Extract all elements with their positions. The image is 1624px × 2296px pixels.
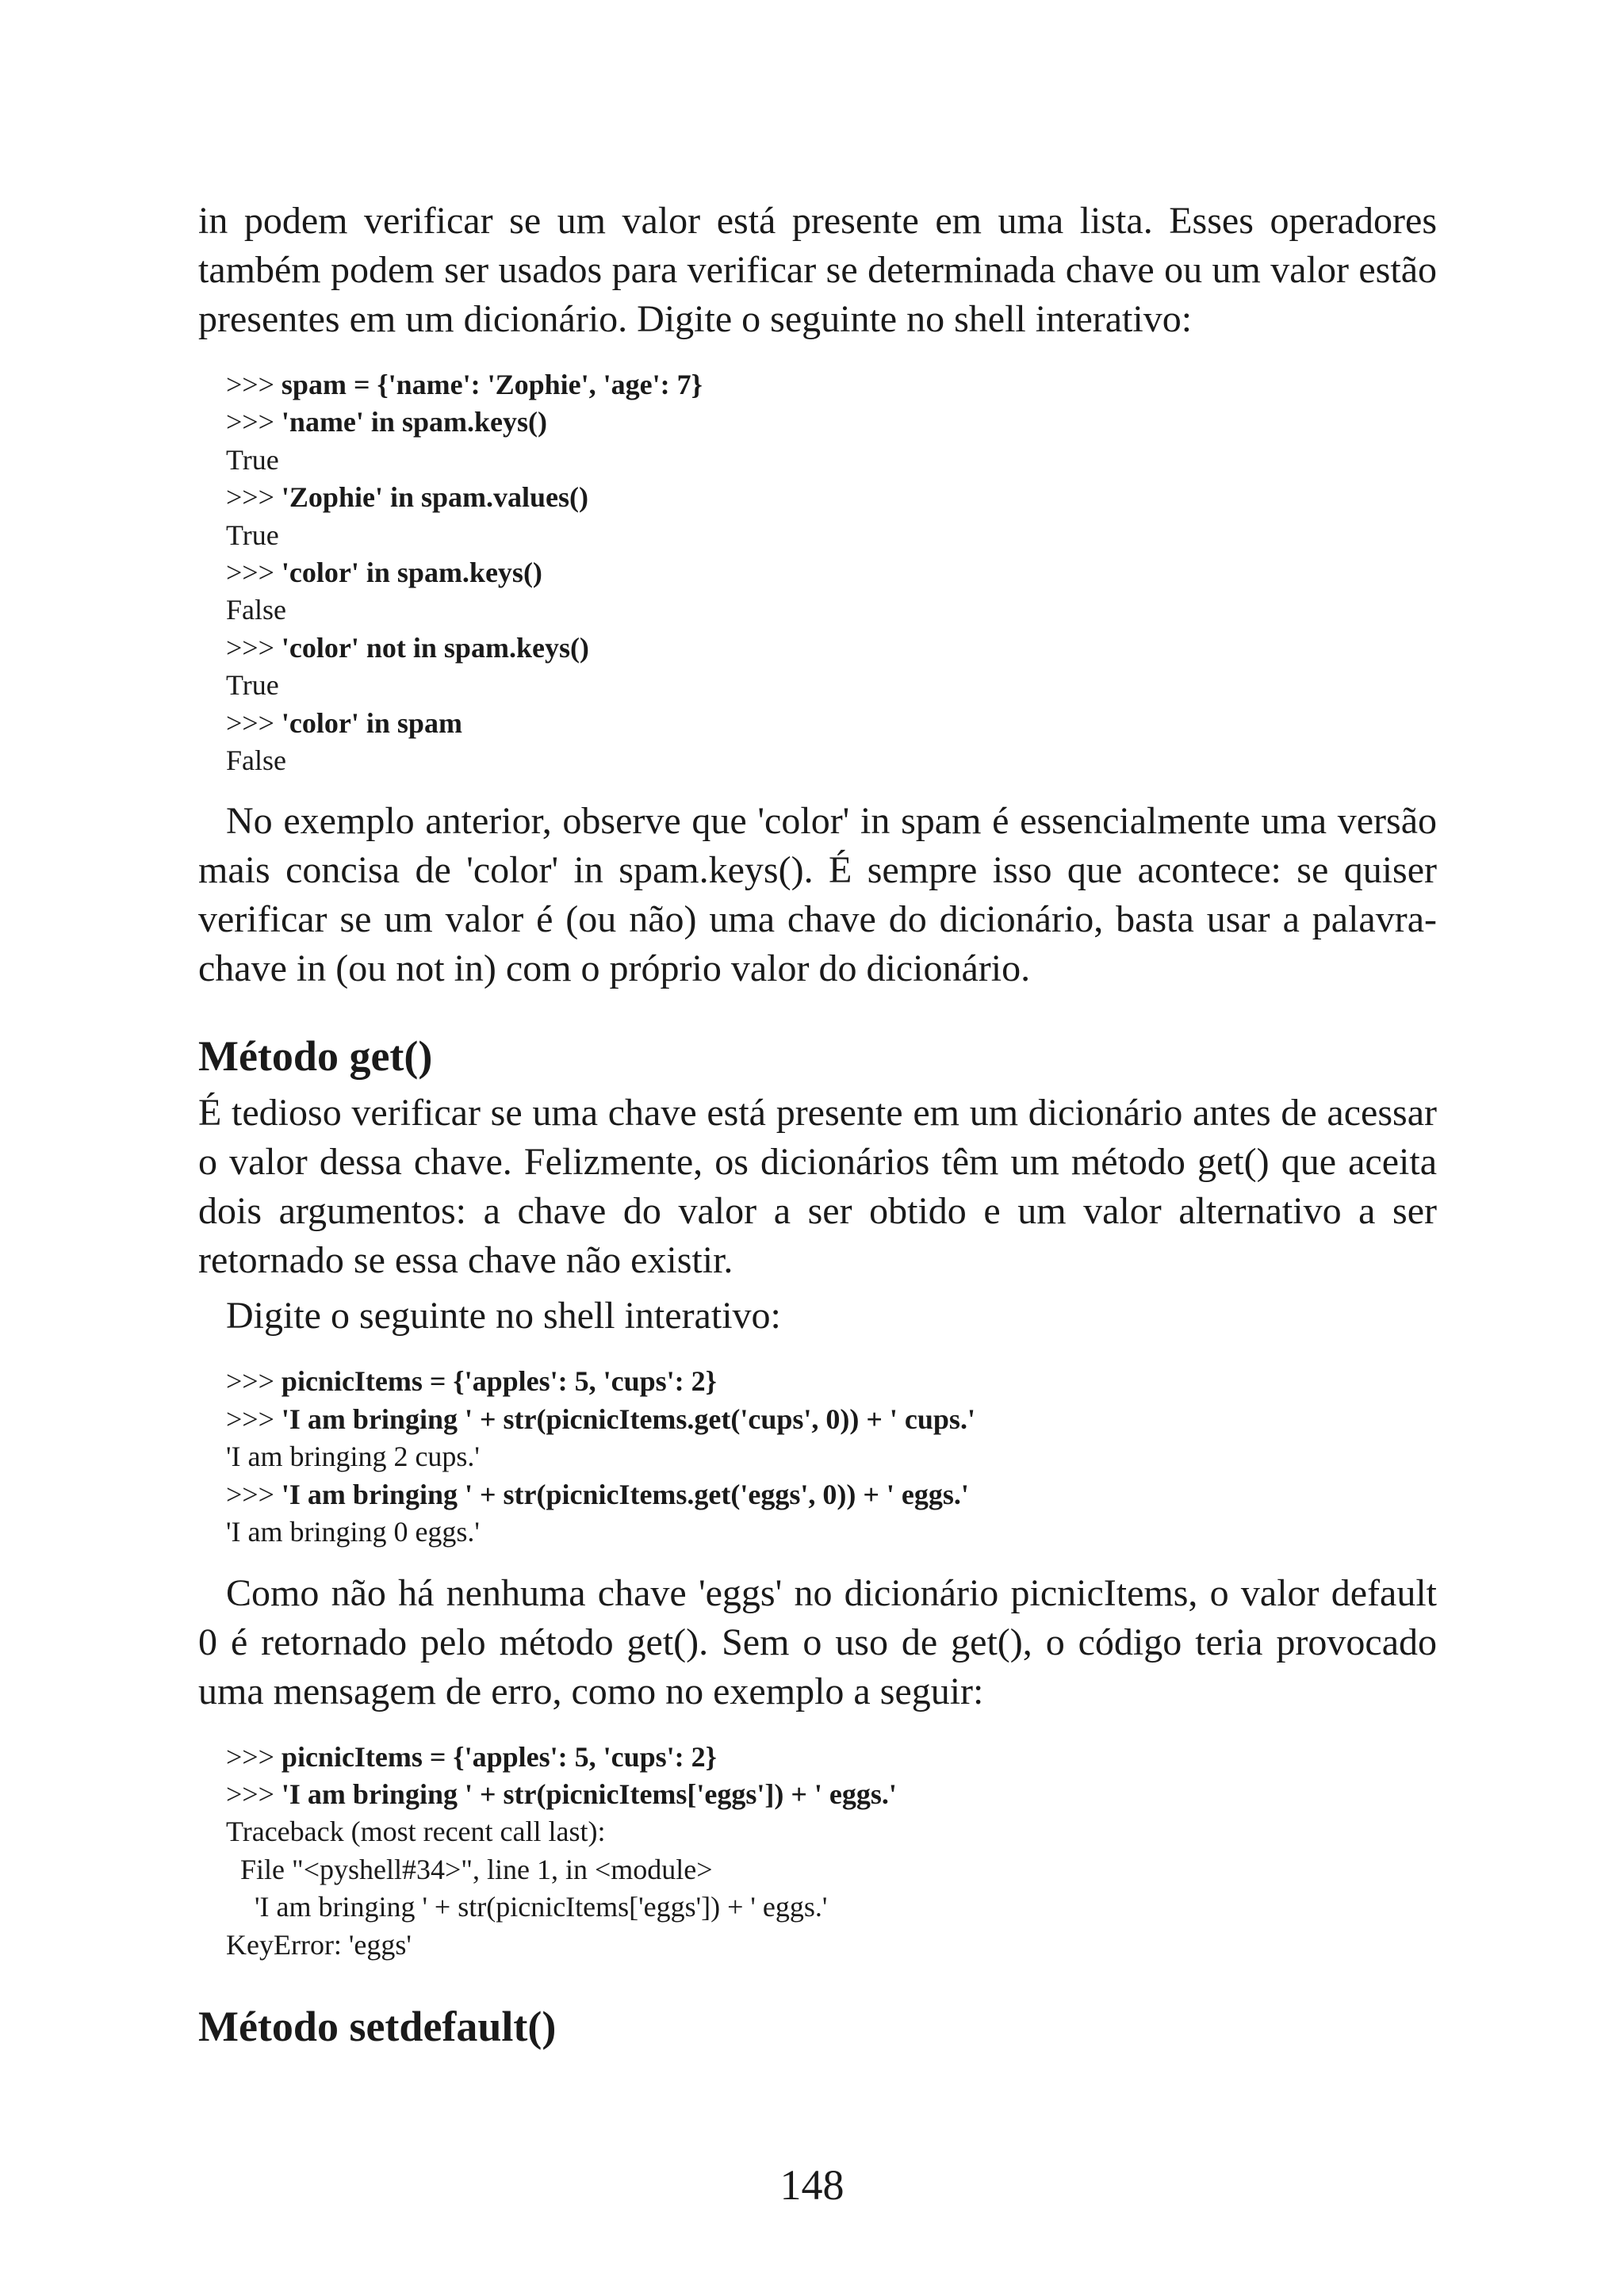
code-line (226, 1438, 1437, 1475)
code-line (226, 742, 1437, 779)
code-line (226, 1851, 1437, 1888)
code-input: 'name' in spam.keys() (281, 406, 547, 438)
code-output: File "<pyshell#34>", line 1, in <module> (226, 1853, 713, 1885)
heading-setdefault-method: Método setdefault() (198, 2002, 557, 2050)
code-input: 'color' in spam.keys() (281, 557, 542, 589)
code-output: 'I am bringing 2 cups.' (226, 1441, 480, 1473)
page-number: 148 (779, 2161, 845, 2209)
code-line (226, 554, 1437, 591)
code-prompt: >>> (226, 706, 282, 739)
code-output: True (226, 519, 279, 551)
heading-get-method: Método get() (198, 1032, 433, 1081)
code-input: 'color' not in spam.keys() (281, 631, 589, 664)
code-line (226, 1813, 1437, 1850)
code-input: spam = {'name': 'Zophie', 'age': 7} (281, 369, 703, 400)
code-line (226, 1776, 1437, 1813)
code-prompt: >>> (226, 1402, 282, 1435)
code-line (226, 404, 1437, 441)
paragraph-eggs-default: Como não há nenhuma chave 'eggs' no dicionário picnicItems, o valor default 0 é retornado pelo método get(). Sem o uso de get(), o código teria provocado uma mensagem de erro, como no exemplo a seguir: (198, 1571, 1437, 1712)
code-line (226, 517, 1437, 554)
code-output: False (226, 744, 286, 777)
code-output: Traceback (most recent call last): (226, 1816, 606, 1848)
code-block-1 (198, 366, 1437, 779)
code-prompt: >>> (226, 406, 282, 438)
code-line (226, 1363, 1437, 1400)
code-line (226, 1888, 1437, 1926)
code-input: picnicItems = {'apples': 5, 'cups': 2} (281, 1365, 717, 1398)
code-prompt: >>> (226, 369, 282, 400)
code-line (226, 1927, 1437, 1964)
paragraph-type-shell: Digite o seguinte no shell interativo: (226, 1295, 781, 1337)
code-line (226, 1739, 1437, 1776)
code-prompt: >>> (226, 631, 282, 664)
code-prompt: >>> (226, 481, 282, 514)
code-input: picnicItems = {'apples': 5, 'cups': 2} (281, 1740, 717, 1773)
intro-paragraph: in podem verificar se um valor está presente em uma lista. Esses operadores também podem ser usados para verificar se determinada chave ou um valor estão presentes em um dicionário. Digite o seguinte no shell interativo: (198, 200, 1437, 340)
code-output: True (226, 669, 279, 702)
code-line (226, 366, 1437, 404)
code-prompt: >>> (226, 557, 282, 589)
code-input: 'I am bringing ' + str(picnicItems.get('cups', 0)) + ' cups.' (281, 1402, 975, 1435)
code-line (226, 1401, 1437, 1438)
page-content (198, 197, 1437, 2054)
code-prompt: >>> (226, 1478, 282, 1510)
code-block-3 (198, 1739, 1437, 1964)
code-line (226, 1513, 1437, 1551)
code-output: 'I am bringing ' + str(picnicItems['eggs']) + ' eggs.' (226, 1891, 828, 1923)
code-line (226, 1476, 1437, 1513)
code-input: 'Zophie' in spam.values() (281, 481, 588, 514)
code-input: 'I am bringing ' + str(picnicItems['eggs']) + ' eggs.' (281, 1777, 897, 1810)
code-input: 'I am bringing ' + str(picnicItems.get('eggs', 0)) + ' eggs.' (281, 1478, 969, 1510)
code-output: KeyError: 'eggs' (226, 1928, 412, 1961)
code-line (226, 442, 1437, 479)
code-block-2 (198, 1363, 1437, 1551)
code-line (226, 667, 1437, 704)
paragraph-get-intro: É tedioso verificar se uma chave está presente em um dicionário antes de acessar o valor dessa chave. Felizmente, os dicionários têm um método get() que aceita dois argumentos: a chave do valor a ser obtido e um valor alternativo a ser retornado se essa chave não existir. (198, 1092, 1437, 1282)
code-output: False (226, 594, 286, 626)
code-line (226, 705, 1437, 742)
code-prompt: >>> (226, 1740, 282, 1773)
code-line (226, 629, 1437, 667)
code-prompt: >>> (226, 1365, 282, 1398)
code-output: 'I am bringing 0 eggs.' (226, 1516, 480, 1548)
code-prompt: >>> (226, 1777, 282, 1810)
code-line (226, 479, 1437, 516)
paragraph-color-in-spam: No exemplo anterior, observe que 'color' in spam é essencialmente uma versão mais concisa de 'color' in spam.keys(). É sempre isso que acontece: se quiser verificar se um valor é (ou não) uma chave do dicionário, basta usar a palavra-chave in (ou not in) com o próprio valor do dicionário. (198, 800, 1437, 990)
code-input: 'color' in spam (281, 706, 462, 739)
code-line (226, 591, 1437, 629)
code-output: True (226, 443, 279, 476)
